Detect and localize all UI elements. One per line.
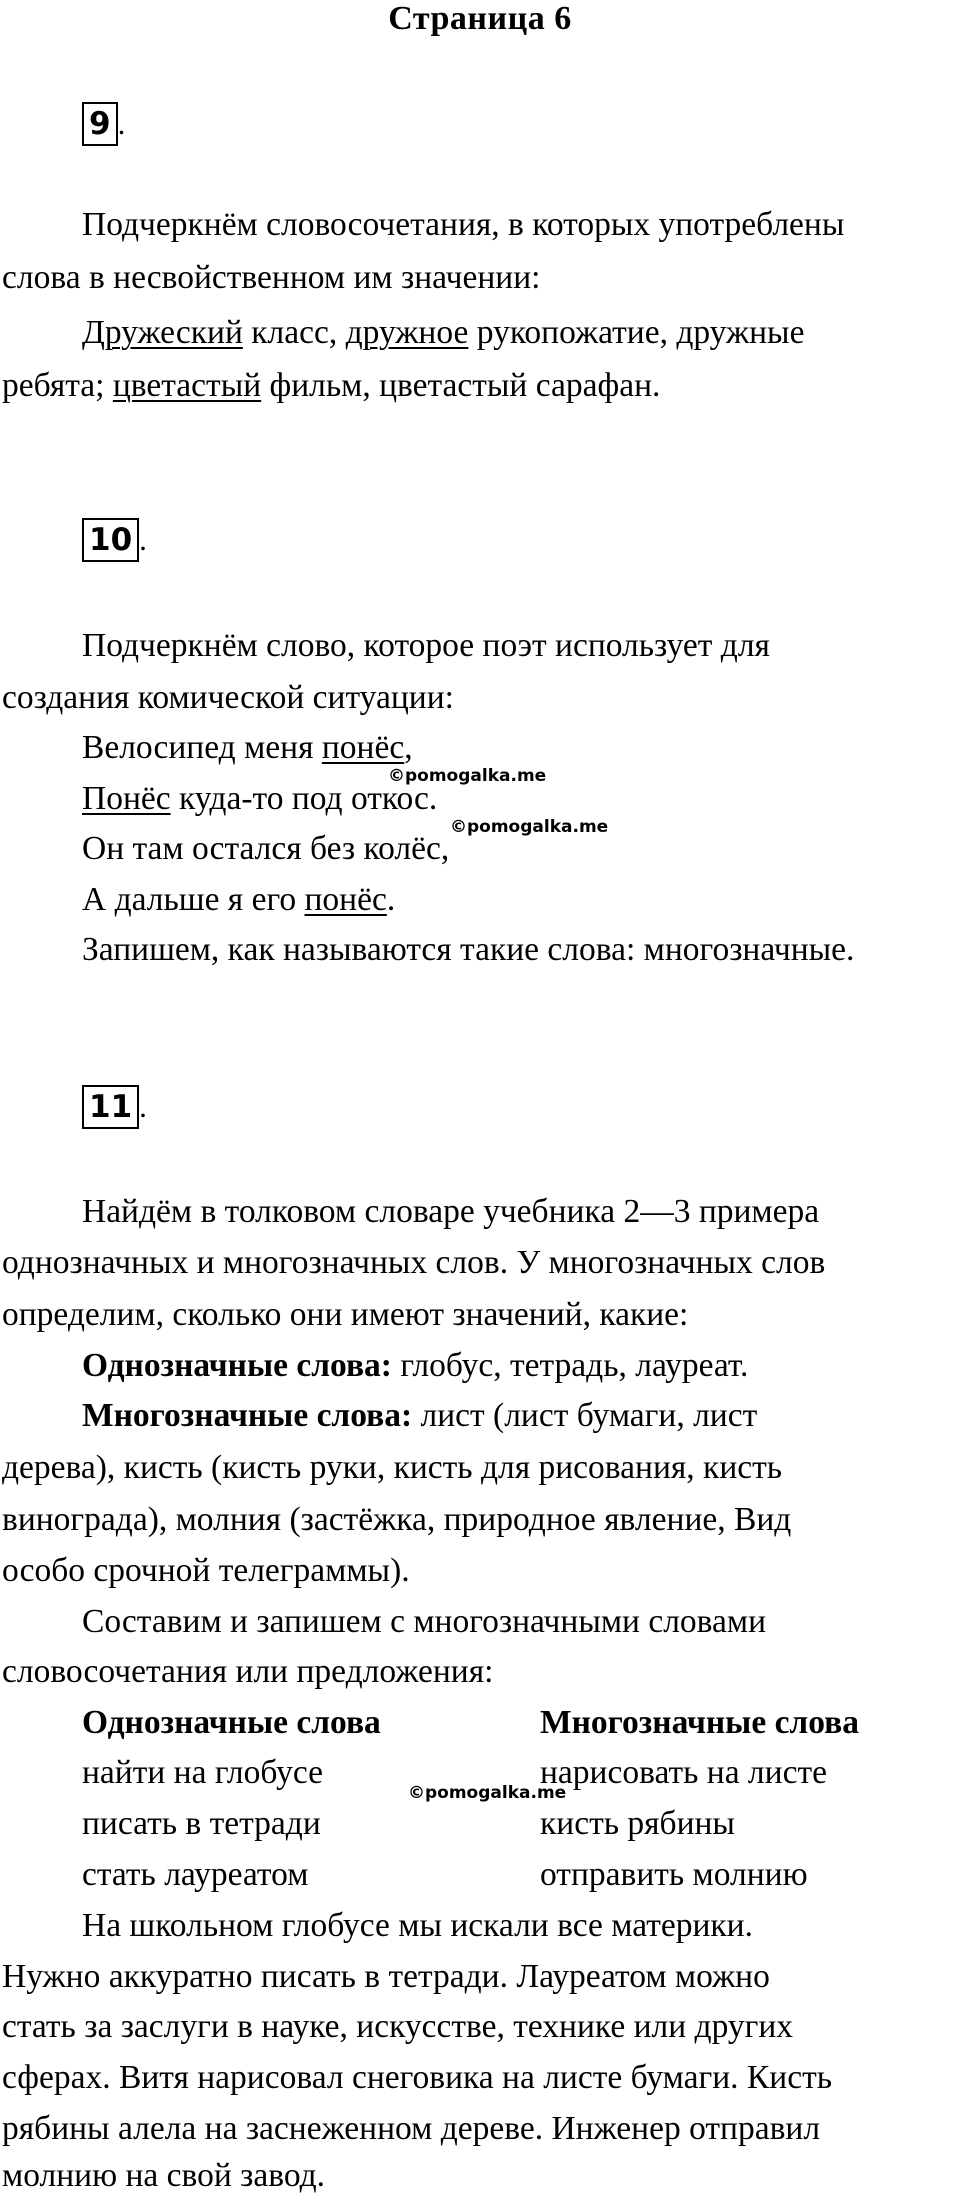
task-9-instruction-line1: Подчеркнём словосочетания, в которых употреблены bbox=[82, 206, 845, 243]
task-9-example-line2: ребята; цветастый фильм, цветастый сарафан. bbox=[2, 367, 661, 404]
task-11-intro-line1: Найдём в толковом словаре учебника 2—3 примера bbox=[82, 1193, 820, 1230]
task-10-instruction-line2: создания комической ситуации: bbox=[2, 679, 454, 716]
task-10-number: 10 . bbox=[82, 518, 147, 562]
poem-line-3: Он там остался без колёс, bbox=[82, 830, 450, 867]
poem-line-1: Велосипед меня понёс, bbox=[82, 729, 413, 766]
table-cell-left: стать лауреатом bbox=[82, 1856, 309, 1893]
table-cell-left: писать в тетради bbox=[82, 1805, 321, 1842]
watermark: ©pomogalka.me bbox=[450, 817, 609, 837]
sentence-line: молнию на свой завод. bbox=[2, 2157, 326, 2194]
multi-meaning-words-line4: особо срочной телеграммы). bbox=[2, 1552, 410, 1589]
table-cell-left: найти на глобусе bbox=[82, 1754, 324, 1791]
task-11-compose-line2: словосочетания или предложения: bbox=[2, 1653, 494, 1690]
multi-meaning-words-line1: Многозначные слова: лист (лист бумаги, лист bbox=[82, 1397, 758, 1434]
poem-line-4: А дальше я его понёс. bbox=[82, 881, 396, 918]
table-cell-right: отправить молнию bbox=[540, 1856, 808, 1893]
sentence-line: сферах. Витя нарисовал снеговика на листе бумаги. Кисть bbox=[2, 2059, 832, 2096]
task-10-answer: Запишем, как называются такие слова: многозначные. bbox=[82, 931, 855, 968]
sentence-line: рябины алела на заснеженном дереве. Инженер отправил bbox=[2, 2110, 821, 2147]
watermark: ©pomogalka.me bbox=[388, 766, 547, 786]
task-11-number: 11 . bbox=[82, 1085, 147, 1129]
watermark: ©pomogalka.me bbox=[408, 1783, 567, 1803]
sentence-line: На школьном глобусе мы искали все материки. bbox=[82, 1907, 753, 1944]
underlined-word: понёс bbox=[304, 881, 387, 918]
underlined-word: дружное bbox=[345, 314, 469, 351]
sentence-line: стать за заслуги в науке, искусстве, технике или других bbox=[2, 2008, 794, 2045]
task-11-compose-line1: Составим и запишем с многозначными словами bbox=[82, 1603, 767, 1640]
single-meaning-words: Однозначные слова: глобус, тетрадь, лауреат. bbox=[82, 1347, 749, 1384]
task-11-intro-line3: определим, сколько они имеют значений, какие: bbox=[2, 1296, 689, 1333]
page-title: Страница 6 bbox=[388, 0, 572, 37]
poem-line-2: Понёс куда-то под откос. bbox=[82, 780, 438, 817]
underlined-word: цветастый bbox=[112, 367, 262, 404]
underlined-word: Понёс bbox=[82, 780, 171, 817]
table-header-left: Однозначные слова bbox=[82, 1704, 381, 1741]
sentence-line: Нужно аккуратно писать в тетради. Лауреатом можно bbox=[2, 1958, 770, 1995]
task-10-instruction-line1: Подчеркнём слово, которое поэт использует для bbox=[82, 627, 770, 664]
task-11-intro-line2: однозначных и многозначных слов. У многозначных слов bbox=[2, 1244, 826, 1281]
task-9-example-line1: Дружеский класс, дружное рукопожатие, дружные bbox=[82, 314, 805, 351]
table-header-right: Многозначные слова bbox=[540, 1704, 859, 1741]
multi-meaning-words-line3: винограда), молния (застёжка, природное явление, Вид bbox=[2, 1501, 792, 1538]
table-cell-right: нарисовать на листе bbox=[540, 1754, 827, 1791]
underlined-word: Дружеский bbox=[82, 314, 243, 351]
multi-meaning-words-line2: дерева), кисть (кисть руки, кисть для рисования, кисть bbox=[2, 1449, 783, 1486]
task-9-number: 9 . bbox=[82, 102, 125, 146]
underlined-word: понёс bbox=[321, 729, 405, 766]
table-cell-right: кисть рябины bbox=[540, 1805, 735, 1842]
task-9-instruction-line2: слова в несвойственном им значении: bbox=[2, 259, 541, 296]
